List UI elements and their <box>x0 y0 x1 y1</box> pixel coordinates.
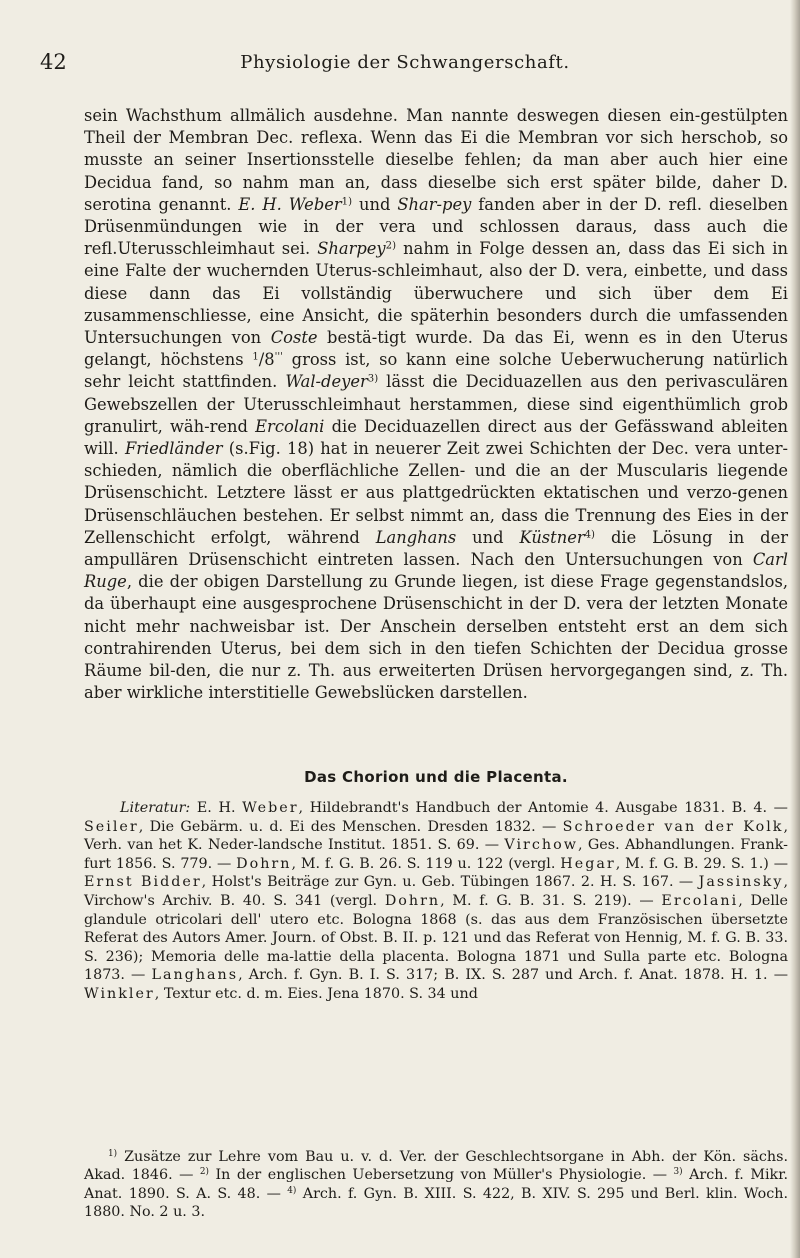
text-run: fanden aber in der D. refl. dieselben Drüsenmündungen wie in der vera und schlossen daraus, dass auch die refl.Uterusschleimhaut sei. <box>84 194 789 259</box>
author-name: Sharpey <box>317 239 386 259</box>
text-run: , Virchow's Archiv. B. 40. S. 341 (vergl. <box>84 874 788 909</box>
text-run: , Verh. van het K. Neder-landsche Institut. 1851. S. 69. — <box>84 818 788 854</box>
author-name: Friedländer <box>124 439 223 459</box>
cited-author: Winkler <box>84 985 155 1002</box>
author-name: Küstner <box>519 527 585 547</box>
text-run: , M. f. G. B. 29. S. 1.) — <box>615 855 788 872</box>
footnote-ref: 2) <box>385 240 397 252</box>
text-run: die Deciduazellen direct aus der Gefässwand ableiten will. <box>84 416 789 459</box>
main-text <box>84 105 788 704</box>
paragraph-decidua <box>84 105 788 704</box>
footnote-ref: 4) <box>584 529 595 541</box>
page-header <box>40 50 770 90</box>
text-run: , die der obigen Darstellung zu Grunde liegen, ist diese Frage gegenstandslos, da überhaupt eine ausgesprochene Drüsenschicht in der D. vera der letzten Monate nicht mehr nachweisbar ist. Der Anschein derselben entsteht erst an dem sich contrahirenden Uterus, bei dem sich in den tiefen Schichten der Decidua grosse Räume bil-den, die nur z. Th. aus erweiterten Drüsen hervorgegangen sind, z. Th. aber wirkliche interstitielle Gewebslücken darstellen. <box>84 572 788 703</box>
text-run: (s.Fig. 18) hat in neuerer Zeit zwei Schichten der Dec. vera unter-schieden, nämlich die oberflächliche Zellen- und die an der Muscularis liegende Drüsenschicht. Letztere lässt er aus plattgedrückten ektatischen und verzo-genen Drüsenschläuchen bestehen. Er selbst nimmt an, dass die Trennung des Eies in der Zellenschicht erfolgt, während <box>84 439 788 547</box>
literature-label: Literatur: <box>120 800 191 816</box>
footnote-text: Zusätze zur Lehre vom Bau u. v. d. Ver. der Geschlechtsorgane in Abh. der Kön. sächs. Akad. 1846. — <box>84 1149 788 1184</box>
text-run: gross ist, so kann eine solche Ueberwucherung natürlich sehr leicht stattfinden. <box>84 350 789 392</box>
cited-author: Ernst Bidder <box>84 874 202 891</box>
author-name: Langhans <box>375 527 457 547</box>
literature-paragraph <box>84 799 788 1004</box>
page-edge-shadow <box>790 0 800 1258</box>
author-name: Coste <box>270 328 318 348</box>
cited-author: Langhans <box>151 967 239 984</box>
footnote-ref-number: 1 <box>341 196 349 208</box>
footnote-ref-number: 2 <box>385 240 393 252</box>
text-run: , M. f. G. B. 26. S. 119 u. 122 (vergl. <box>291 855 561 872</box>
footnote-ref: 1) <box>341 196 353 208</box>
author-name: Wal-deyer <box>285 372 368 392</box>
footnote-text: In der englischen Uebersetzung von Müller's Physiologie. — <box>209 1167 674 1184</box>
cited-author: Weber <box>242 800 299 816</box>
cited-author: Schroeder van der Kolk <box>562 818 784 835</box>
footnote-marker-number: 3 <box>673 1167 680 1178</box>
fraction-numerator: 1 <box>252 351 259 363</box>
footnote-marker-number: 4 <box>287 1185 293 1196</box>
text-run: und <box>352 194 398 214</box>
text-run: nahm in Folge dessen an, dass das Ei sich in eine Falte der wuchernden Uterus-schleimhaut, also der D. vera, einbette, und dass diese dann das Ei vollständig überwuchere und sich über dem Ei zusammenschliesse, eine Ansicht, die späterhin besonders durch die umfassenden Untersuchungen von <box>84 239 788 348</box>
text-run: E. H. <box>190 800 243 816</box>
cited-author: Jassinsky <box>698 874 784 891</box>
cited-author: Ercolani <box>661 892 739 909</box>
text-run: , Arch. f. Gyn. B. I. S. 317; B. IX. S. 287 und Arch. f. Anat. 1878. H. 1. — <box>238 967 788 984</box>
author-name: Shar-pey <box>397 194 472 214</box>
cited-author: Dohrn <box>236 855 292 872</box>
text-run: , Die Gebärm. u. d. Ei des Menschen. Dresden 1832. — <box>138 818 563 835</box>
footnote-ref: 3) <box>367 373 379 385</box>
text-run: , M. f. G. B. 31. S. 219). — <box>440 892 662 909</box>
footnote-marker: 3) <box>673 1167 683 1178</box>
text-run: , Hildebrandt's Handbuch der Antomie 4. Ausgabe 1831. B. 4. — <box>298 800 788 816</box>
author-name: Carl Ruge <box>84 550 788 592</box>
text-run: lässt die Deciduazellen aus den perivasculären Gewebszellen der Uterusschleimhaut herstammen, diese sind eigenthümlich grob granulirt, wäh-rend <box>84 372 788 436</box>
running-title: Physiologie der Schwangerschaft. <box>240 52 570 73</box>
footnote-paragraph <box>84 1148 788 1222</box>
footnote-ref-number: 3 <box>367 373 375 385</box>
footnote-marker: 4) <box>287 1185 297 1196</box>
cited-author: Seiler <box>84 818 139 835</box>
footnote-marker-number: 1 <box>108 1149 114 1160</box>
fraction-unit: ''' <box>274 351 283 363</box>
footnote-text: Arch. f. Gyn. B. XIII. S. 422, B. XIV. S. 295 und Berl. klin. Woch. 1880. No. 2 u. 3. <box>84 1185 788 1221</box>
text-run: , Textur etc. d. m. Eies. Jena 1870. S. 34 und <box>154 985 478 1002</box>
author-name: E. H. Weber <box>238 194 342 214</box>
size-fraction: $^1$/8''' <box>252 350 283 370</box>
footnote-ref-number: 4 <box>584 529 592 541</box>
footnote-marker: 2) <box>199 1167 209 1178</box>
literature-block <box>84 799 788 1004</box>
text-run: sein Wachsthum allmälich ausdehne. Man nannte deswegen diesen ein-gestülpten Theil der Membran Dec. reflexa. Wenn das Ei die Membran vor sich herschob, so musste an seiner Insertionsstelle dieselbe fehlen; da man aber auch hier eine Decidua fand, so nahm man an, dass dieselbe sich erst später bilde, daher D. serotina genannt. <box>84 106 788 214</box>
text-run: , Delle glandule otricolari dell' utero etc. Bologna 1868 (s. das aus dem Französischen übersetzte Referat des Autors Amer. Journ. of Obst. B. II. p. 121 und das Referat von Hennig, M. f. G. B. 33. S. 236); Memoria delle ma-lattie della placenta. Bologna 1871 und Sulla parte etc. Bologna 1873. — <box>84 892 788 984</box>
footnote-text: Arch. f. Mikr. Anat. 1890. S. A. S. 48. — <box>84 1167 788 1202</box>
page-number: 42 <box>40 50 67 74</box>
text-run: , Holst's Beiträge zur Gyn. u. Geb. Tübingen 1867. 2. H. S. 167. — <box>201 874 699 891</box>
footnotes <box>84 1148 788 1222</box>
text-run: und <box>456 527 520 547</box>
cited-author: Virchow <box>504 837 578 854</box>
author-name: Ercolani <box>255 416 325 436</box>
fraction-denominator: 8 <box>264 350 275 370</box>
cited-author: Hegar <box>560 855 616 872</box>
cited-author: Dohrn <box>384 892 441 909</box>
text-run: die Lösung in der ampullären Drüsenschicht eintreten lassen. Nach den Untersuchungen von <box>84 527 788 570</box>
footnote-marker: 1) <box>108 1149 118 1160</box>
text-run: , Ges. Abhandlungen. Frank-furt 1856. S. 779. — <box>84 837 788 872</box>
section-heading: Das Chorion und die Placenta. <box>304 768 568 786</box>
footnote-marker-number: 2 <box>199 1167 206 1178</box>
text-run: bestä-tigt wurde. Da das Ei, wenn es in den Uterus gelangt, höchstens <box>84 328 789 370</box>
